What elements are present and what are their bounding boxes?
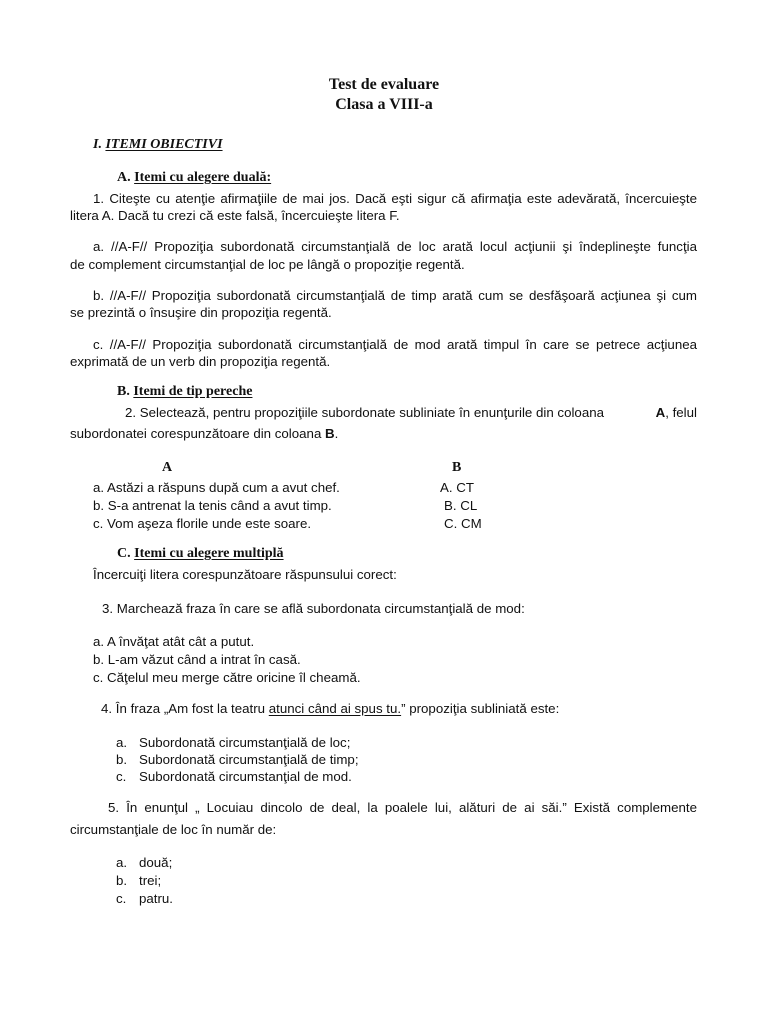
part-c-title: Itemi cu alegere multiplă — [134, 546, 284, 561]
part-c-heading — [117, 546, 284, 562]
q1-line-1: 1. Citeşte cu atenţie afirmaţiile de mai jos. Dacă eşti sigur că afirmaţia este adevărată, încercuieşte — [93, 191, 697, 206]
statement-a-line-1: a. //A-F// Propoziţia subordonată circumstanţială de loc arată locul acţiunii şi îndeplineşte funcţia — [93, 239, 697, 254]
column-b-header: B — [452, 460, 462, 475]
part-b-letter: B. — [117, 384, 130, 399]
q4-option: Subordonată circumstanţială de loc; — [139, 735, 351, 750]
q4-underlined-clause: atunci când ai spus tu. — [268, 701, 402, 716]
part-b-heading — [117, 384, 252, 400]
q3-text: 3. Marchează fraza în care se află subordonata circumstanţială de mod: — [102, 601, 525, 616]
q5-option: patru. — [139, 891, 174, 906]
q5-option-marker: b. — [116, 873, 128, 888]
q4-option-marker: b. — [116, 752, 128, 767]
section-title: ITEMI OBIECTIVI — [105, 137, 223, 152]
part-a-heading — [117, 170, 271, 186]
q5-line-1: 5. În enunţul „ Locuiau dincolo de deal, la poalele lui, alături de ai săi.” Există complemente — [108, 800, 697, 815]
part-c-letter: C. — [117, 546, 131, 561]
part-a-title: Itemi cu alegere duală: — [134, 170, 272, 185]
q5-line-2: circumstanţiale de loc în număr de: — [70, 822, 277, 837]
q2-line-1-end: , felul — [665, 405, 697, 420]
q2-line-1-tail — [656, 405, 697, 420]
q3-option: a. A învăţat atât cât a putut. — [93, 634, 255, 649]
column-a-item: c. Vom aşeza florile unde este soare. — [93, 516, 312, 531]
q2-line-1 — [125, 405, 697, 420]
q4-text — [101, 701, 559, 716]
column-a-header: A — [162, 460, 173, 475]
q3-option: b. L-am văzut când a intrat în casă. — [93, 652, 301, 667]
q4-option: Subordonată circumstanţială de timp; — [139, 752, 359, 767]
column-b-item: C. CM — [444, 516, 482, 531]
q4-option-marker: a. — [116, 735, 128, 750]
q4-text-start: 4. În fraza „Am fost la teatru — [101, 701, 269, 716]
q5-option-marker: c. — [116, 891, 127, 906]
q5-option: două; — [139, 855, 173, 870]
statement-b-line-2: se prezintă o însuşire din propoziţia regentă. — [70, 305, 332, 320]
column-a-item: b. S-a antrenat la tenis când a avut timp. — [93, 498, 332, 513]
column-a-item: a. Astăzi a răspuns după cum a avut chef. — [93, 480, 340, 495]
q2-col-b-ref: B — [325, 426, 335, 441]
q5-option-marker: a. — [116, 855, 128, 870]
q4-text-end: ” propoziţia subliniată este: — [401, 701, 560, 716]
part-a-letter: A. — [117, 170, 131, 185]
q2-line-2-end: . — [334, 426, 339, 441]
q5-option: trei; — [139, 873, 162, 888]
q3-option: c. Căţelul meu merge către oricine îl cheamă. — [93, 670, 361, 685]
document-title: Test de evaluare — [328, 76, 440, 93]
q2-col-a-ref: A — [655, 405, 666, 420]
statement-b-line-1: b. //A-F// Propoziţia subordonată circumstanţială de timp arată cum se desfăşoară acţiunea şi cum — [93, 288, 697, 303]
document-subtitle: Clasa a VIII-a — [335, 96, 433, 113]
column-b-item: A. CT — [440, 480, 474, 495]
statement-c-line-2: exprimată de un verb din propoziţia regentă. — [70, 354, 331, 369]
q1-line-2: litera A. Dacă tu crezi că este falsă, încercuieşte litera F. — [70, 208, 400, 223]
section-number: I. — [93, 137, 102, 152]
statement-c-line-1: c. //A-F// Propoziţia subordonată circumstanţială de mod arată timpul în care se petrece acţiunea — [93, 337, 697, 352]
q2-line-2 — [70, 426, 338, 441]
statement-a-line-2: de complement circumstanţial de loc pe lângă o propoziţie regentă. — [70, 257, 465, 272]
q4-option-marker: c. — [116, 769, 127, 784]
q4-option: Subordonată circumstanţial de mod. — [139, 769, 352, 784]
column-b-item: B. CL — [444, 498, 478, 513]
part-b-title: Itemi de tip pereche — [133, 384, 253, 399]
q2-line-2-text: subordonatei corespunzătoare din coloana — [70, 426, 326, 441]
q2-line-1-text: 2. Selectează, pentru propoziţiile subordonate subliniate în enunţurile din coloana — [125, 405, 605, 420]
part-c-instruction: Încercuiţi litera corespunzătoare răspunsului corect: — [93, 567, 397, 582]
section-heading — [93, 137, 223, 153]
